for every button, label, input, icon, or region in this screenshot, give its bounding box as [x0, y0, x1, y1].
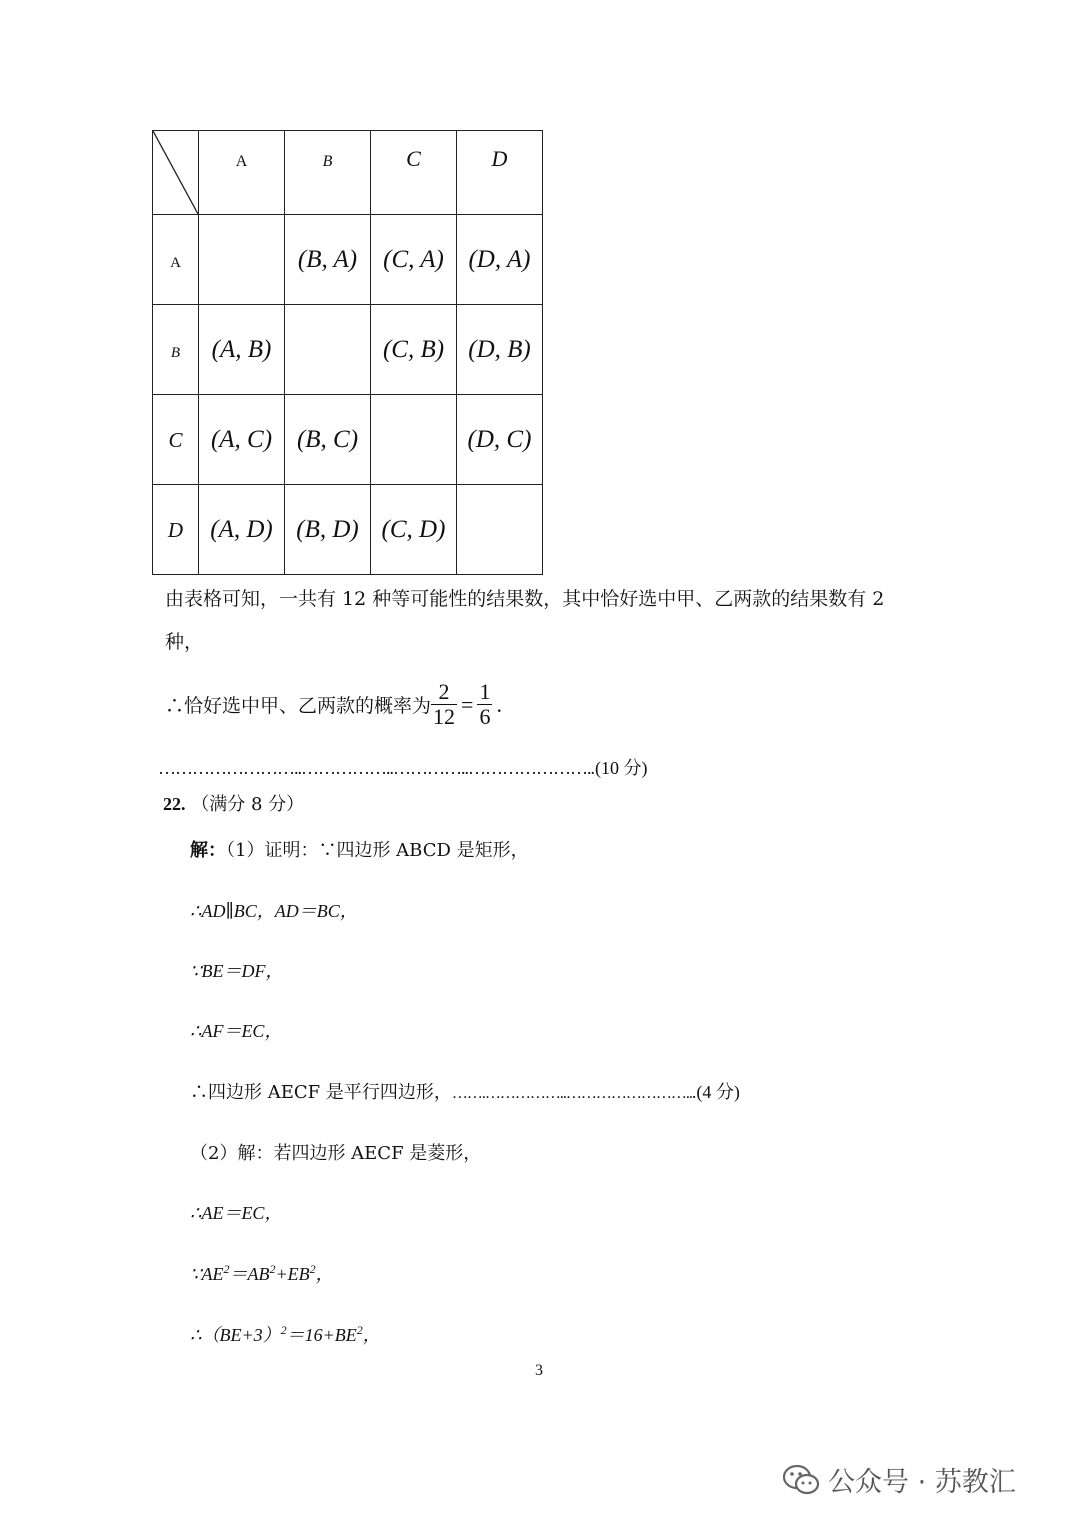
- question-number: 22.: [163, 794, 186, 814]
- table-row: [153, 485, 543, 575]
- fraction-2-12: [431, 680, 457, 729]
- watermark-label: 公众号 · 苏教汇: [828, 1467, 1016, 1498]
- table-cell: [285, 305, 371, 395]
- solution-line-7: ∴AE＝EC，: [190, 1203, 283, 1223]
- score-line-10: [158, 754, 648, 780]
- table-row: [153, 395, 543, 485]
- table-cell: (B, A): [285, 215, 371, 305]
- row-label-cell: A: [153, 215, 199, 305]
- row-label-cell: B: [153, 305, 199, 395]
- probability-line: [165, 680, 502, 729]
- table-cell: (C, B): [371, 305, 457, 395]
- table-header-row: [153, 131, 543, 215]
- solution-text: （1）证明：∵四边形 ABCD 是矩形，: [226, 840, 529, 861]
- table-cell: (A, C): [199, 395, 285, 485]
- table-cell: [371, 395, 457, 485]
- page-number: 3: [535, 1362, 543, 1379]
- solution-line-1: [190, 836, 529, 862]
- period: .: [496, 691, 502, 717]
- row-label-cell: C: [153, 395, 199, 485]
- table-cell: (A, B): [199, 305, 285, 395]
- table-cell: (B, D): [285, 485, 371, 575]
- solution-line-2: ∴AD∥BC，AD＝BC，: [190, 901, 358, 921]
- score-dots: …….……………..……………………..: [451, 1085, 692, 1102]
- table-cell: (C, D): [371, 485, 457, 575]
- table-header-cell: B: [285, 131, 371, 215]
- eq-part: ，: [315, 1264, 334, 1284]
- score-dots: ……………………..……………..…………..………………….: [158, 758, 591, 778]
- score-10-label: .(10 分): [590, 758, 648, 778]
- table-cell: (D, C): [457, 395, 543, 485]
- solution-line-8: [190, 1260, 334, 1286]
- solution-line-6: （2）解：若四边形 AECF 是菱形，: [190, 1143, 482, 1164]
- eq-part: +EB: [275, 1264, 310, 1284]
- superscript: 2: [356, 1323, 363, 1337]
- solution-text: ∴四边形 AECF 是平行四边形，: [190, 1082, 452, 1103]
- table-cell: [457, 485, 543, 575]
- fraction-1-6: [477, 680, 492, 729]
- equals-sign: =: [461, 691, 474, 717]
- table-header-cell: D: [457, 131, 543, 215]
- solution-line-3: ∵BE＝DF，: [190, 961, 284, 981]
- table-row: [153, 305, 543, 395]
- score-4-label: .(4 分): [691, 1082, 740, 1102]
- outcome-table: [152, 130, 543, 575]
- table-cell: (D, B): [457, 305, 543, 395]
- watermark: [782, 1460, 1016, 1503]
- table-row: [153, 215, 543, 305]
- table-cell: (A, D): [199, 485, 285, 575]
- diagonal-divider: [153, 131, 198, 214]
- row-label-cell: D: [153, 485, 199, 575]
- question-22-heading: [163, 790, 304, 816]
- fraction-numerator: 2: [431, 680, 457, 705]
- probability-prefix: ∴恰好选中甲、乙两款的概率为: [165, 695, 432, 717]
- solution-line-9: [190, 1321, 381, 1347]
- question-points: （满分 8 分）: [191, 794, 305, 815]
- table-cell: (D, A): [457, 215, 543, 305]
- eq-part: ∵AE: [190, 1264, 224, 1284]
- table-header-cell: A: [199, 131, 285, 215]
- summary-line-2: 种，: [165, 631, 204, 653]
- superscript: 2: [280, 1323, 287, 1337]
- eq-part: ∴（BE+3）: [190, 1325, 281, 1345]
- fraction-denominator: 12: [433, 704, 456, 729]
- eq-part: ＝AB: [229, 1264, 270, 1284]
- fraction-numerator: 1: [479, 679, 491, 704]
- wechat-icon: [782, 1464, 820, 1503]
- superscript: 2: [309, 1262, 316, 1276]
- table-cell: (C, A): [371, 215, 457, 305]
- summary-line-1: 由表格可知，一共有 12 种等可能性的结果数，其中恰好选中甲、乙两款的结果数有 2: [165, 588, 885, 610]
- superscript: 2: [269, 1262, 276, 1276]
- superscript: 2: [223, 1262, 230, 1276]
- table-cell: [199, 215, 285, 305]
- solution-label: 解：: [190, 840, 226, 861]
- fraction-denominator: 6: [479, 704, 491, 729]
- table-cell: (B, C): [285, 395, 371, 485]
- solution-line-4: ∴AF＝EC，: [190, 1021, 283, 1041]
- solution-line-5: [190, 1078, 740, 1104]
- table-corner-cell: [153, 131, 199, 215]
- eq-part: ＝16+BE: [286, 1325, 357, 1345]
- eq-part: ，: [362, 1325, 381, 1345]
- table-header-cell: C: [371, 131, 457, 215]
